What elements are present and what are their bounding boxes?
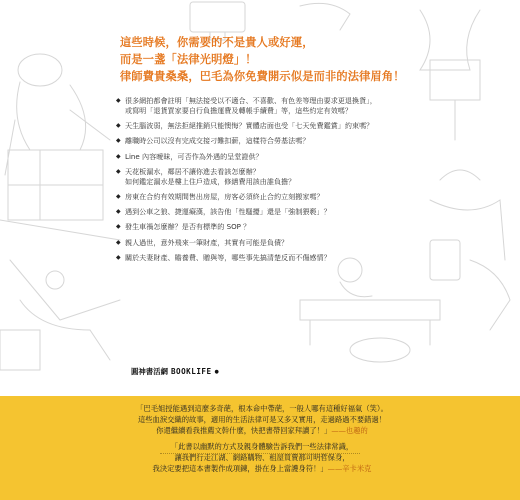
question-line: 或寫明「退貨買家要自行負擔運費及轉帳手續費」等，這些約定有效嗎？ — [125, 106, 352, 115]
diamond-bullet-icon: ◆ — [116, 122, 121, 130]
endorsement-block — [128, 403, 396, 497]
endorsement-1 — [128, 403, 396, 436]
question-line: 親人過世，意外飛來一筆財產，其實有可能是負債？ — [125, 237, 289, 247]
diamond-bullet-icon: ◆ — [116, 223, 121, 231]
publisher-group-name: 圓神書活網 — [131, 367, 168, 376]
endorsement-line: 你還繼續看我推薦文幹什麼，快把書帶回家拜讀了！」 — [156, 426, 332, 435]
endorsement-2 — [128, 441, 396, 474]
headline-line-2: 而是一盞「法律光明燈」！ — [120, 53, 257, 66]
question-line: Line 內容曖昧，可否作為外遇的呈堂證供？ — [125, 151, 263, 161]
endorsement-line: 這些血淚交織的故事，適用的生活法律可是又多又實用，走過路過不要錯過！ — [137, 415, 387, 424]
endorsement-author: ——辛卡米克 — [327, 464, 372, 473]
headline-line-1: 這些時候，你需要的不是貴人或好運， — [120, 36, 314, 49]
endorsement-line: 「巴毛姐授能遇到這麼多奇葩，根本命中帶葩，一般人哪有這種好福氣（笑）。 — [136, 404, 388, 413]
publisher-logo — [131, 366, 219, 377]
question-list — [116, 96, 416, 268]
question-line: 很多網拍都會註明「無法接受以不適合、不喜歡、有色差等理由要求更退換貨」， — [125, 96, 377, 105]
endorsement-author: ——也趣的 — [331, 426, 368, 435]
diamond-bullet-icon: ◆ — [116, 152, 121, 160]
question-line: 天花板漏水，鄰居不讓你進去看該怎麼辦？ — [125, 166, 260, 176]
question-item — [116, 152, 416, 162]
question-item — [116, 167, 416, 187]
diamond-bullet-icon: ◆ — [116, 137, 121, 145]
question-item — [116, 192, 416, 202]
question-line: 關於夫妻財產、贍養費、贈與等，哪些事先搞清楚反而不傷感情？ — [125, 252, 331, 262]
headline-line-3: 律師費貴桑桑，巴毛為你免費開示似是而非的法律眉角！ — [120, 70, 405, 83]
question-line: 如何鑑定漏水是樓上住戶造成，修繕費用該由誰負擔？ — [125, 176, 296, 186]
endorsement-line: 我決定要把這本書製作成項鍊，掛在身上當護身符！」 — [152, 464, 328, 473]
diamond-bullet-icon: ◆ — [116, 167, 121, 175]
question-line: 離職時公司以沒有完成交接刁難扣薪，這樣符合勞基法嗎？ — [125, 136, 310, 146]
question-line: 房東在合約有效期間售出房屋，房客必須終止合約立刻搬家嗎？ — [125, 191, 324, 201]
endorsement-divider — [160, 453, 360, 454]
diamond-bullet-icon: ◆ — [116, 192, 121, 200]
question-line: 發生車禍怎麼辦？是否有標準的 SOP ？ — [125, 222, 251, 232]
question-item — [116, 238, 416, 248]
headline — [120, 34, 500, 85]
question-item — [116, 253, 416, 263]
question-item — [116, 136, 416, 146]
question-item — [116, 222, 416, 232]
diamond-bullet-icon: ◆ — [116, 238, 121, 246]
diamond-bullet-icon: ◆ — [116, 208, 121, 216]
diamond-bullet-icon: ◆ — [116, 253, 121, 261]
booklife-dot-icon: ● — [214, 368, 219, 375]
diamond-bullet-icon: ◆ — [116, 97, 121, 104]
endorsement-line: 讓我們行走江湖、網路購物、租屋買賣都可明哲保身， — [174, 453, 350, 462]
question-line: 遇到公車之狼、捷運癡漢，該告他「性騷擾」還是「強制猥褻」？ — [125, 207, 331, 217]
question-item — [116, 121, 416, 131]
question-line: 天生腦波弱，無法拒絕推銷只能懊悔？實體店面也受「七天免費鑑賞」約束嗎？ — [125, 121, 374, 131]
booklife-brand: BOOKLIFE — [170, 367, 212, 376]
question-item — [116, 207, 416, 217]
question-item — [116, 96, 416, 116]
endorsement-line: 「此書以幽默的方式及親身體驗告訴我們一些法律常識， — [170, 442, 354, 451]
